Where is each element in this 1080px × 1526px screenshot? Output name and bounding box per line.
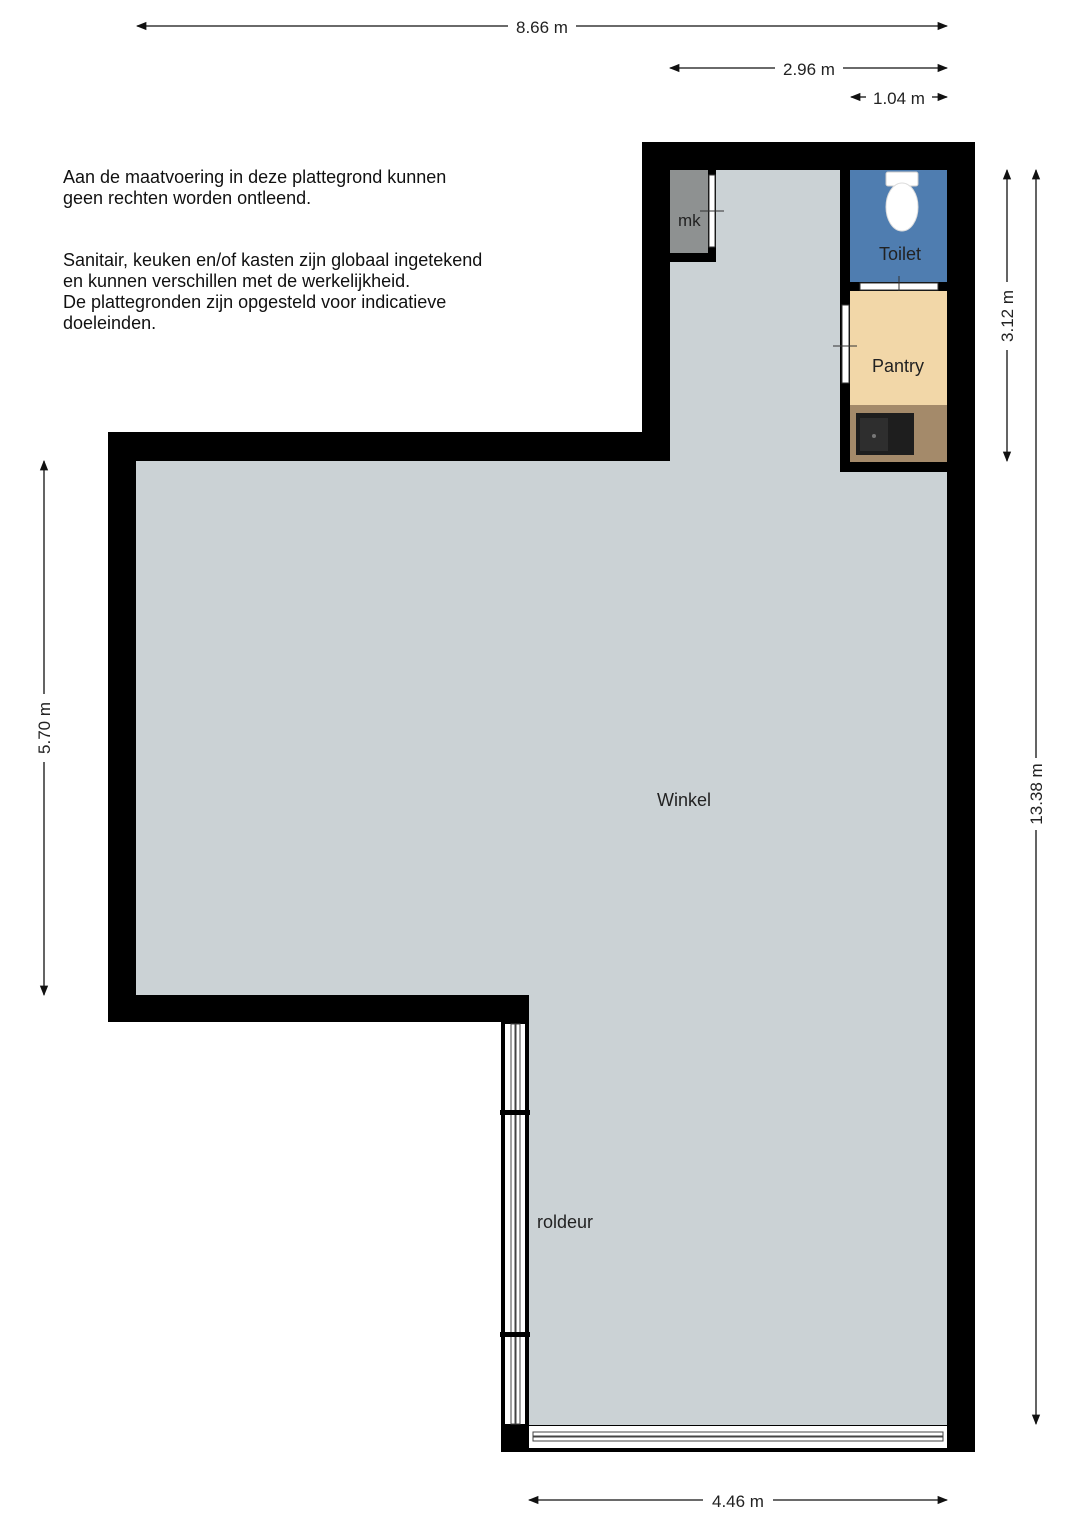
dim-bottom-width: 4.46 m	[712, 1492, 764, 1511]
pantry-label: Pantry	[872, 356, 925, 376]
dim-top-total: 8.66 m	[516, 18, 568, 37]
mk-label: mk	[678, 211, 701, 230]
winkel-label: Winkel	[657, 790, 712, 810]
bottom-window	[529, 1426, 947, 1448]
dim-top-mid: 2.96 m	[783, 60, 835, 79]
toilet-bowl-icon	[886, 172, 918, 231]
sink-icon	[856, 413, 914, 455]
roldeur-label: roldeur	[537, 1212, 594, 1232]
disclaimer-note	[63, 146, 533, 375]
pantry-door[interactable]	[842, 305, 849, 383]
dim-left-height: 5.70 m	[35, 702, 54, 754]
service-wall-bottom	[840, 462, 947, 472]
toilet-label: Toilet	[879, 244, 922, 264]
dim-top-small: 1.04 m	[873, 89, 925, 108]
dim-right-total: 13.38 m	[1027, 763, 1046, 825]
dim-right-upper: 3.12 m	[998, 290, 1017, 342]
disclaimer-paragraph-1: Aan de maatvoering in deze plattegrond kunnen geen rechten worden ontleend.	[63, 167, 447, 208]
disclaimer-paragraph-2: Sanitair, keuken en/of kasten zijn globaal ingetekend en kunnen verschillen met de werkelijkheid. De plattegronden zijn opgesteld voor indicatieve doeleinden.	[63, 250, 483, 333]
